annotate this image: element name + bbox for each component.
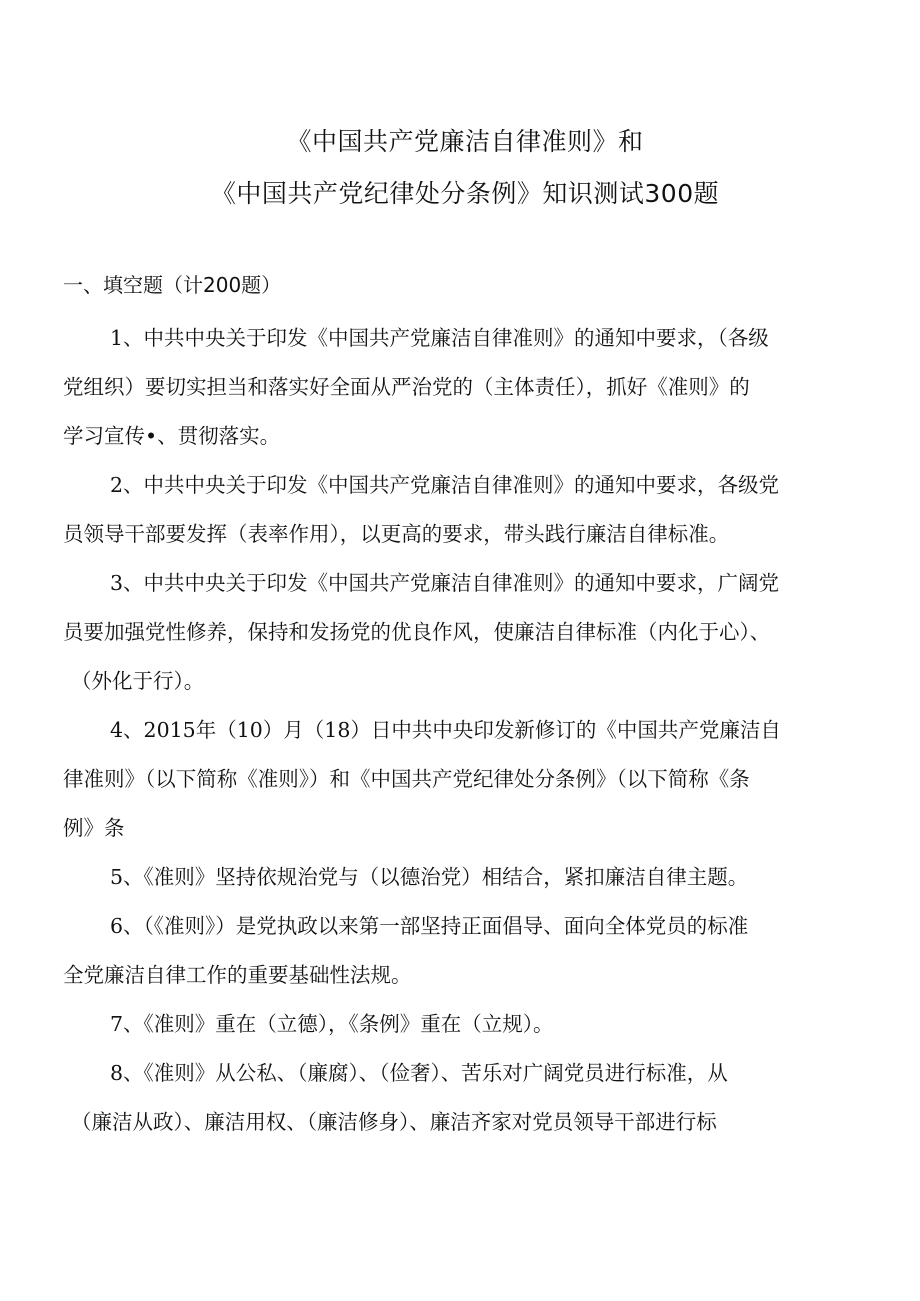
paragraph-6: [63, 902, 863, 1000]
paragraph-line: 学习宣传•、贯彻落实。: [63, 424, 281, 448]
paragraph-line: 党组织）要切实担当和落实好全面从严治党的（主体责任），抓好《准则》的: [63, 375, 750, 399]
title-line-2: 《中国共产党纪律处分条例》知识测试300题: [210, 179, 720, 208]
paragraph-line: 3、中共中央关于印发《中国共产党廉洁自律准则》的通知中要求，广阔党: [110, 571, 780, 595]
paragraph-3: [63, 559, 863, 706]
paragraph-line: （廉洁从政）、廉洁用权、（廉洁修身）、廉洁齐家对党员领导干部进行标: [71, 1110, 717, 1134]
title-line-1: 《中国共产党廉洁自律准则》和: [286, 127, 644, 156]
paragraph-4: [63, 706, 863, 853]
paragraph-1: [63, 314, 863, 461]
paragraph-line: 员领导干部要发挥（表率作用），以更高的要求，带头践行廉洁自律标准。: [63, 522, 730, 546]
document-body: [63, 314, 863, 1147]
paragraph-line: 员要加强党性修养，保持和发扬党的优良作风，使廉洁自律标准（内化于心）、: [63, 620, 771, 644]
paragraph-line: 例》条: [63, 816, 125, 840]
paragraph-line: 6、（《准则》）是党执政以来第一部坚持正面倡导、面向全体党员的标准: [110, 914, 749, 938]
paragraph-8: [63, 1049, 863, 1147]
paragraph-2: [63, 461, 863, 559]
paragraph-line: （外化于行）。: [71, 669, 205, 693]
paragraph-line: 4、2015年（10）月（18）日中共中央印发新修订的《中国共产党廉洁自: [110, 718, 781, 742]
paragraph-line: 2、中共中央关于印发《中国共产党廉洁自律准则》的通知中要求，各级党: [110, 473, 780, 497]
paragraph-7: [63, 1000, 863, 1049]
paragraph-5: [63, 853, 863, 902]
paragraph-line: 全党廉洁自律工作的重要基础性法规。: [63, 963, 412, 987]
paragraph-line: 律准则》（以下简称《准则》）和《中国共产党纪律处分条例》（以下简称《条: [63, 767, 750, 791]
paragraph-line: 7、《准则》重在（立德），《条例》重在（立规）。: [110, 1012, 554, 1036]
document-title: [0, 116, 920, 220]
paragraph-line: 5、《准则》坚持依规治党与（以德治党）相结合，紧扣廉洁自律主题。: [110, 865, 749, 889]
paragraph-line: 1、中共中央关于印发《中国共产党廉洁自律准则》的通知中要求，（各级: [110, 326, 769, 350]
paragraph-line: 8、《准则》从公私、（廉腐）、（俭奢）、苦乐对广阔党员进行标准，从: [110, 1061, 728, 1085]
section-heading: 一、填空题（计200题）: [63, 273, 282, 297]
